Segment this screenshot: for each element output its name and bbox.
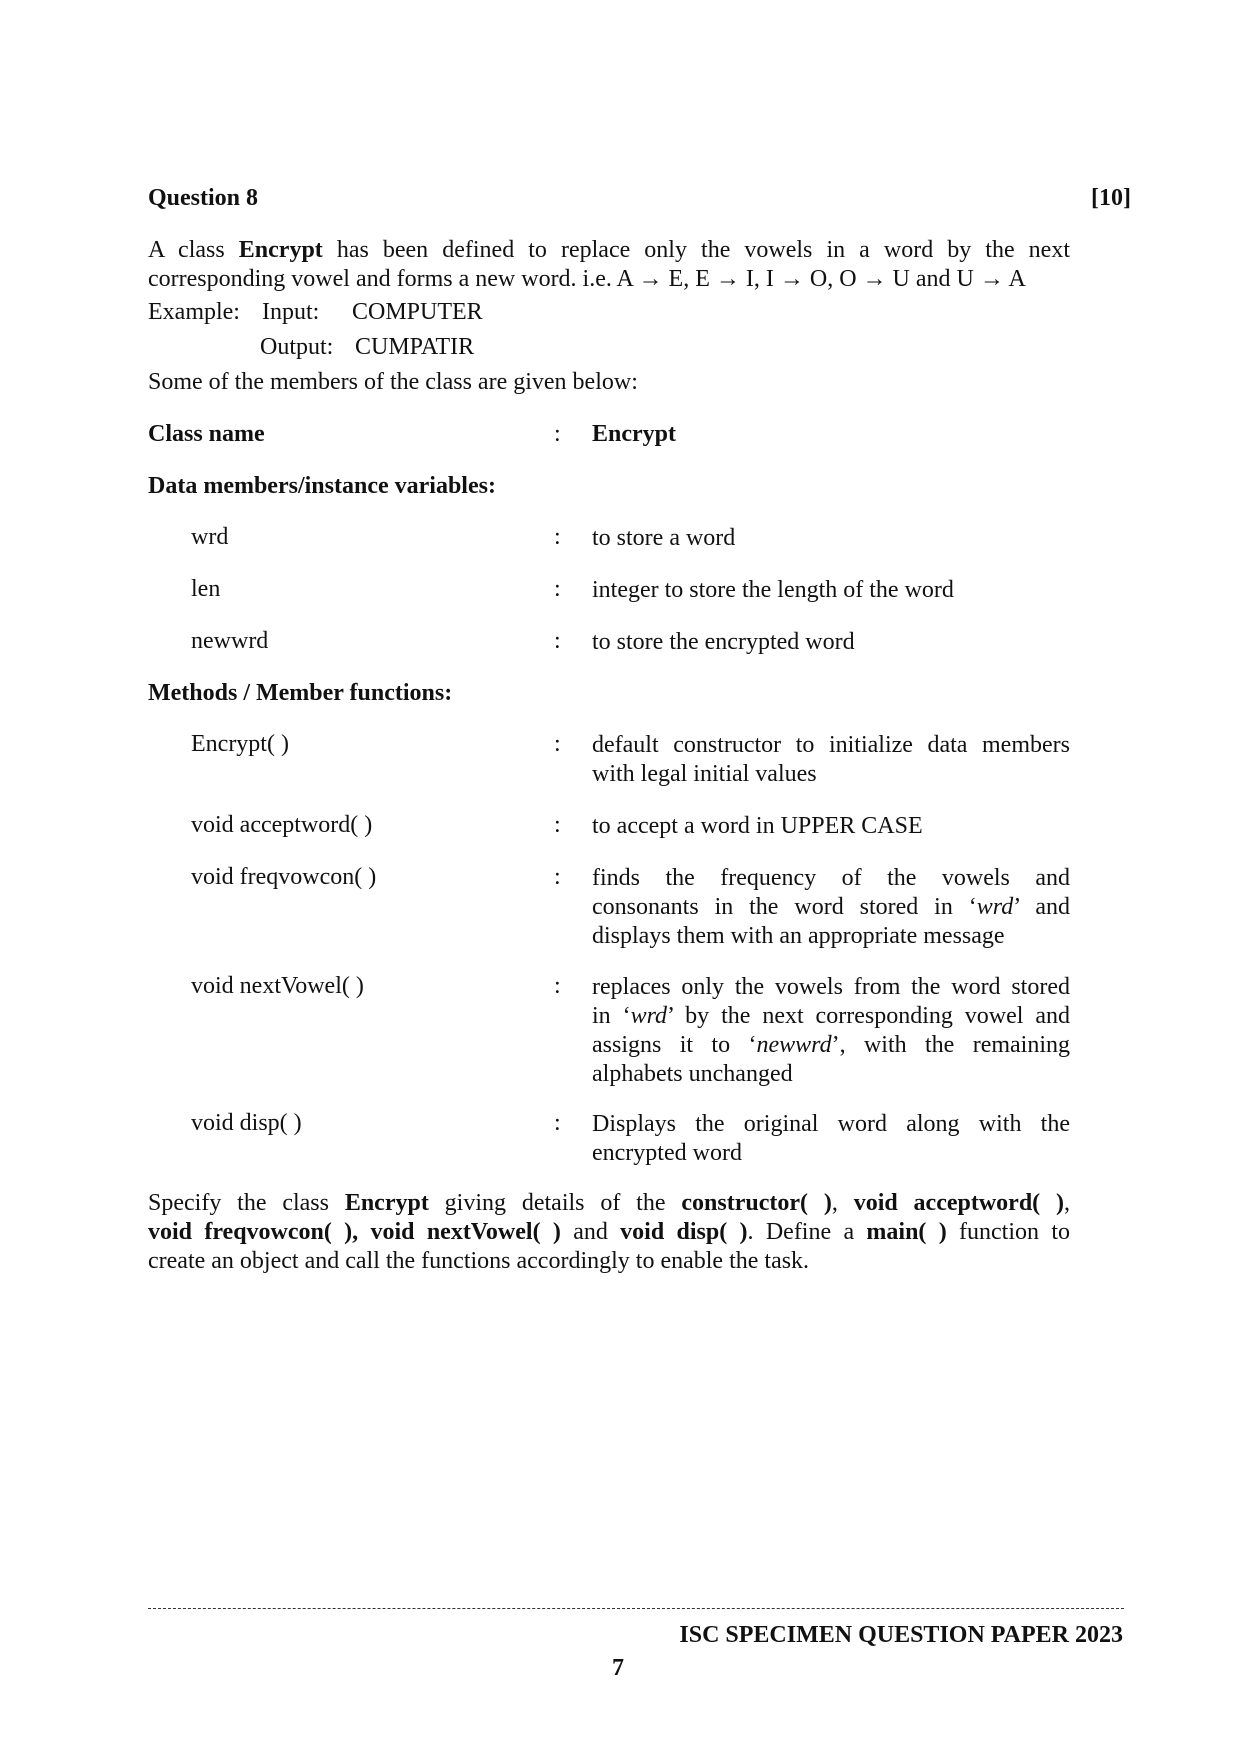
input-label: Input: bbox=[262, 299, 320, 325]
method-name: void freqvowcon( ) bbox=[191, 864, 377, 890]
colon: : bbox=[554, 628, 561, 654]
method-name: Encrypt( ) bbox=[191, 731, 289, 757]
method-name: void acceptword( ) bbox=[191, 812, 373, 838]
method-name: void nextVowel( ) bbox=[191, 973, 364, 999]
question-title: Question 8 bbox=[148, 185, 259, 211]
output-label: Output: bbox=[260, 334, 334, 360]
colon: : bbox=[554, 576, 561, 602]
output-value: CUMPATIR bbox=[355, 334, 475, 360]
class-name-label: Class name bbox=[148, 421, 265, 447]
method-desc: finds the frequency of the vowels and consonants in the word stored in ‘wrd’ and displays them with an appropriate message bbox=[592, 865, 1070, 949]
class-name-value: Encrypt bbox=[592, 421, 676, 447]
member-desc: to store the encrypted word bbox=[592, 629, 855, 655]
footer-title: ISC SPECIMEN QUESTION PAPER 2023 bbox=[679, 1622, 1123, 1648]
method-desc: Displays the original word along with the encrypted word bbox=[592, 1111, 1070, 1166]
spec-paragraph: Specify the class Encrypt giving details of the constructor( ), void acceptword( ), void freqvowcon( ), void nextVowel( ) and void disp( ). Define a main( ) function to create an object and call the functions accordingly to enable the task. bbox=[148, 1190, 1071, 1274]
methods-heading: Methods / Member functions: bbox=[148, 680, 453, 706]
method-desc: replaces only the vowels from the word stored in ‘wrd’ by the next corresponding vowel and assigns it to ‘newwrd’, with the remaining alphabets unchanged bbox=[592, 974, 1070, 1087]
member-name: wrd bbox=[191, 524, 229, 550]
colon: : bbox=[554, 1110, 561, 1136]
member-desc: to store a word bbox=[592, 525, 736, 551]
question-marks: [10] bbox=[1091, 185, 1131, 211]
members-intro: Some of the members of the class are given below: bbox=[148, 369, 638, 395]
method-desc: to accept a word in UPPER CASE bbox=[592, 813, 923, 839]
colon: : bbox=[554, 524, 561, 550]
example-label: Example: bbox=[148, 299, 240, 325]
method-desc: default constructor to initialize data members with legal initial values bbox=[592, 732, 1070, 787]
member-name: len bbox=[191, 576, 221, 602]
colon: : bbox=[554, 731, 561, 757]
colon: : bbox=[554, 812, 561, 838]
member-desc: integer to store the length of the word bbox=[592, 577, 954, 603]
colon: : bbox=[554, 864, 561, 890]
footer-divider bbox=[148, 1608, 1124, 1609]
colon: : bbox=[554, 421, 561, 447]
member-name: newwrd bbox=[191, 628, 269, 654]
intro-line-2: corresponding vowel and forms a new word. i.e. A → E, E → I, I → O, O → U and U → A bbox=[148, 266, 1026, 292]
colon: : bbox=[554, 973, 561, 999]
data-members-heading: Data members/instance variables: bbox=[148, 473, 496, 499]
class-name-inline: Encrypt bbox=[238, 237, 323, 263]
intro-line-1: A class Encrypt has been defined to replace only the vowels in a word by the next bbox=[148, 237, 1070, 263]
input-value: COMPUTER bbox=[352, 299, 483, 325]
page-number: 7 bbox=[612, 1655, 624, 1681]
method-name: void disp( ) bbox=[191, 1110, 302, 1136]
